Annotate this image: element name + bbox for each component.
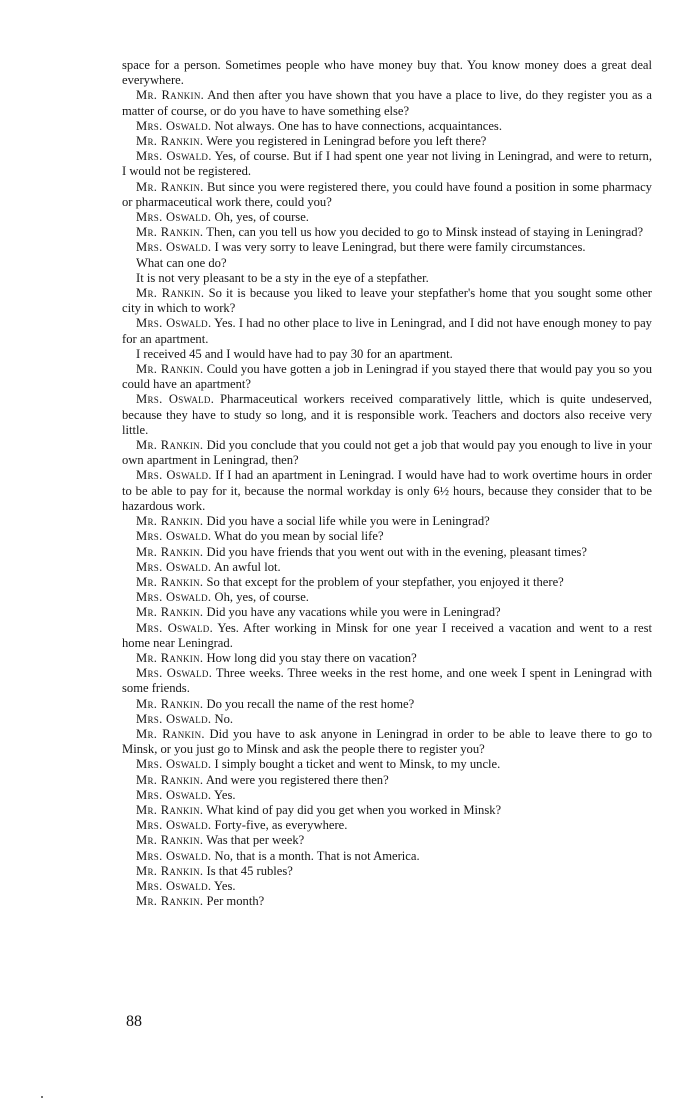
testimony-paragraph: [122, 58, 652, 88]
testimony-text: I simply bought a ticket and went to Minsk, to my uncle.: [214, 757, 501, 772]
testimony-text: What kind of pay did you get when you worked in Minsk?: [206, 802, 502, 817]
speaker-label: Mr. Rankin.: [136, 726, 205, 741]
speaker-label: Mr. Rankin.: [136, 286, 205, 301]
testimony-paragraph: [122, 818, 652, 833]
testimony-paragraph: [122, 560, 652, 575]
testimony-text: Did you have a social life while you were in Leningrad?: [206, 514, 490, 529]
speaker-label: Mr. Rankin.: [136, 544, 204, 559]
speaker-label: Mrs. Oswald.: [136, 818, 212, 833]
testimony-text: Oh, yes, of course.: [214, 590, 309, 605]
speaker-label: Mrs. Oswald.: [136, 666, 213, 681]
speaker-label: Mr. Rankin.: [136, 650, 204, 665]
speaker-label: Mrs. Oswald.: [136, 316, 212, 331]
speaker-label: Mrs. Oswald.: [136, 757, 212, 772]
speaker-label: Mrs. Oswald.: [136, 210, 212, 225]
speaker-label: Mrs. Oswald.: [136, 787, 212, 802]
testimony-paragraph: [122, 590, 652, 605]
testimony-paragraph: [122, 712, 652, 727]
testimony-text: So that except for the problem of your stepfather, you enjoyed it there?: [206, 574, 564, 589]
speaker-label: Mr. Rankin.: [136, 605, 204, 620]
speaker-label: Mr. Rankin.: [136, 772, 204, 787]
speaker-label: Mr. Rankin.: [136, 438, 204, 453]
testimony-text: Yes, of course. But if I had spent one year not living in Leningrad, and were to return, I would not be registered.: [122, 149, 652, 179]
testimony-text: No.: [214, 711, 234, 726]
testimony-text: Do you recall the name of the rest home?: [206, 696, 415, 711]
speaker-label: Mrs. Oswald.: [136, 620, 214, 635]
testimony-text: Were you registered in Leningrad before you left there?: [206, 134, 487, 149]
testimony-paragraph: [122, 438, 652, 468]
testimony-paragraph: [122, 149, 652, 179]
testimony-paragraph: [122, 88, 652, 118]
speaker-label: Mrs. Oswald.: [136, 590, 212, 605]
speaker-label: Mr. Rankin.: [136, 134, 204, 149]
speaker-label: Mrs. Oswald.: [136, 529, 212, 544]
speaker-label: Mr. Rankin.: [136, 833, 204, 848]
testimony-paragraph: [122, 180, 652, 210]
speaker-label: Mr. Rankin.: [136, 362, 204, 377]
scan-speck: [41, 1096, 43, 1098]
testimony-paragraph: [122, 362, 652, 392]
testimony-text: Is that 45 rubles?: [206, 863, 293, 878]
testimony-text: Did you have to ask anyone in Leningrad in order to be able to leave there to go to Minsk, or you just go to Minsk and ask the people there to register you?: [122, 726, 652, 757]
testimony-paragraph: [122, 240, 652, 255]
testimony-paragraph: [122, 134, 652, 149]
testimony-text: No, that is a month. That is not America.: [214, 848, 420, 863]
speaker-label: Mrs. Oswald.: [136, 149, 212, 164]
testimony-text: Then, can you tell us how you decided to go to Minsk instead of staying in Leningrad?: [206, 225, 644, 240]
testimony-text: And were you registered there then?: [205, 772, 389, 787]
testimony-paragraph: [122, 621, 652, 651]
testimony-paragraph: [122, 833, 652, 848]
speaker-label: Mrs. Oswald.: [136, 848, 212, 863]
testimony-text: If I had an apartment in Leningrad. I would have had to work overtime hours in order to be able to pay for it, because the normal workday is only 6½ hours, because they consider that to be hazardous work.: [122, 468, 652, 513]
testimony-text: What can one do?: [136, 255, 227, 270]
speaker-label: Mr. Rankin.: [136, 88, 205, 103]
testimony-text: What do you mean by social life?: [214, 529, 384, 544]
testimony-text: But since you were registered there, you could have found a position in some pharmacy or pharmaceutical work there, could you?: [122, 179, 652, 209]
testimony-paragraph: [122, 316, 652, 346]
testimony-paragraph: [122, 788, 652, 803]
testimony-text: Did you have friends that you went out with in the evening, pleasant times?: [206, 544, 588, 559]
speaker-label: Mr. Rankin.: [136, 894, 204, 909]
testimony-text: And then after you have shown that you have a place to live, do they register you as a matter of course, or do you have to have something else?: [122, 88, 652, 118]
speaker-label: Mrs. Oswald.: [136, 468, 212, 483]
testimony-text: I received 45 and I would have had to pay 30 for an apartment.: [136, 346, 453, 361]
testimony-text: Pharmaceutical workers received comparatively little, which is quite undeserved, because they have to study so long, and it is responsible work. Teachers and doctors also receive very little.: [122, 392, 652, 437]
speaker-label: Mrs. Oswald.: [136, 392, 215, 407]
speaker-label: Mr. Rankin.: [136, 574, 204, 589]
testimony-paragraph: [122, 773, 652, 788]
testimony-text: Was that per week?: [206, 833, 305, 848]
testimony-paragraph: [122, 256, 652, 271]
testimony-text: Yes. I had no other place to live in Leningrad, and I did not have enough money to pay for an apartment.: [122, 316, 652, 346]
speaker-label: Mr. Rankin.: [136, 225, 204, 240]
testimony-text: Not always. One has to have connections, acquaintances.: [214, 118, 502, 133]
speaker-label: Mrs. Oswald.: [136, 559, 212, 574]
speaker-label: Mrs. Oswald.: [136, 240, 212, 255]
testimony-paragraph: [122, 803, 652, 818]
testimony-paragraph: [122, 727, 652, 757]
testimony-paragraph: [122, 864, 652, 879]
testimony-text: An awful lot.: [213, 559, 281, 574]
testimony-text: Oh, yes, of course.: [214, 210, 309, 225]
speaker-label: Mr. Rankin.: [136, 863, 204, 878]
testimony-text: Three weeks. Three weeks in the rest home, and one week I spent in Leningrad with some friends.: [122, 666, 652, 696]
speaker-label: Mrs. Oswald.: [136, 878, 212, 893]
testimony-paragraph: [122, 119, 652, 134]
speaker-label: Mr. Rankin.: [136, 179, 204, 194]
testimony-paragraph: [122, 757, 652, 772]
testimony-paragraph: [122, 651, 652, 666]
testimony-paragraph: [122, 605, 652, 620]
speaker-label: Mr. Rankin.: [136, 802, 204, 817]
testimony-text: Did you conclude that you could not get a job that would pay you enough to live in your own apartment in Leningrad, then?: [122, 438, 652, 468]
testimony-text: Yes. After working in Minsk for one year I received a vacation and went to a rest home near Leningrad.: [122, 620, 652, 650]
page-number: 88: [126, 1013, 142, 1030]
speaker-label: Mrs. Oswald.: [136, 711, 212, 726]
testimony-text: It is not very pleasant to be a sty in the eye of a stepfather.: [136, 270, 429, 285]
testimony-text: Yes.: [214, 787, 236, 802]
testimony-text: Could you have gotten a job in Leningrad if you stayed there that would pay you so you could have an apartment?: [122, 362, 652, 392]
testimony-paragraph: [122, 225, 652, 240]
testimony-paragraph: [122, 514, 652, 529]
testimony-paragraph: [122, 545, 652, 560]
testimony-paragraph: [122, 286, 652, 316]
testimony-paragraph: [122, 879, 652, 894]
testimony-text: I was very sorry to leave Leningrad, but there were family circumstances.: [214, 240, 586, 255]
testimony-text: How long did you stay there on vacation?: [206, 650, 417, 665]
testimony-text: Forty-five, as everywhere.: [214, 818, 348, 833]
testimony-text: Per month?: [206, 894, 265, 909]
testimony-paragraph: [122, 849, 652, 864]
testimony-paragraph: [122, 347, 652, 362]
testimony-text: space for a person. Sometimes people who have money buy that. You know money does a great deal everywhere.: [122, 58, 652, 88]
testimony-paragraph: [122, 697, 652, 712]
testimony-text: So it is because you liked to leave your stepfather's home that you sought some other city in which to work?: [122, 286, 653, 316]
transcript-page: [122, 58, 652, 909]
testimony-paragraph: [122, 468, 652, 514]
speaker-label: Mr. Rankin.: [136, 514, 204, 529]
testimony-paragraph: [122, 894, 652, 909]
testimony-paragraph: [122, 210, 652, 225]
speaker-label: Mr. Rankin.: [136, 696, 204, 711]
testimony-text: Yes.: [214, 878, 236, 893]
testimony-paragraph: [122, 271, 652, 286]
testimony-paragraph: [122, 575, 652, 590]
testimony-text: Did you have any vacations while you were in Leningrad?: [206, 605, 501, 620]
speaker-label: Mrs. Oswald.: [136, 118, 212, 133]
testimony-paragraph: [122, 666, 652, 696]
testimony-paragraph: [122, 529, 652, 544]
testimony-paragraph: [122, 392, 652, 438]
